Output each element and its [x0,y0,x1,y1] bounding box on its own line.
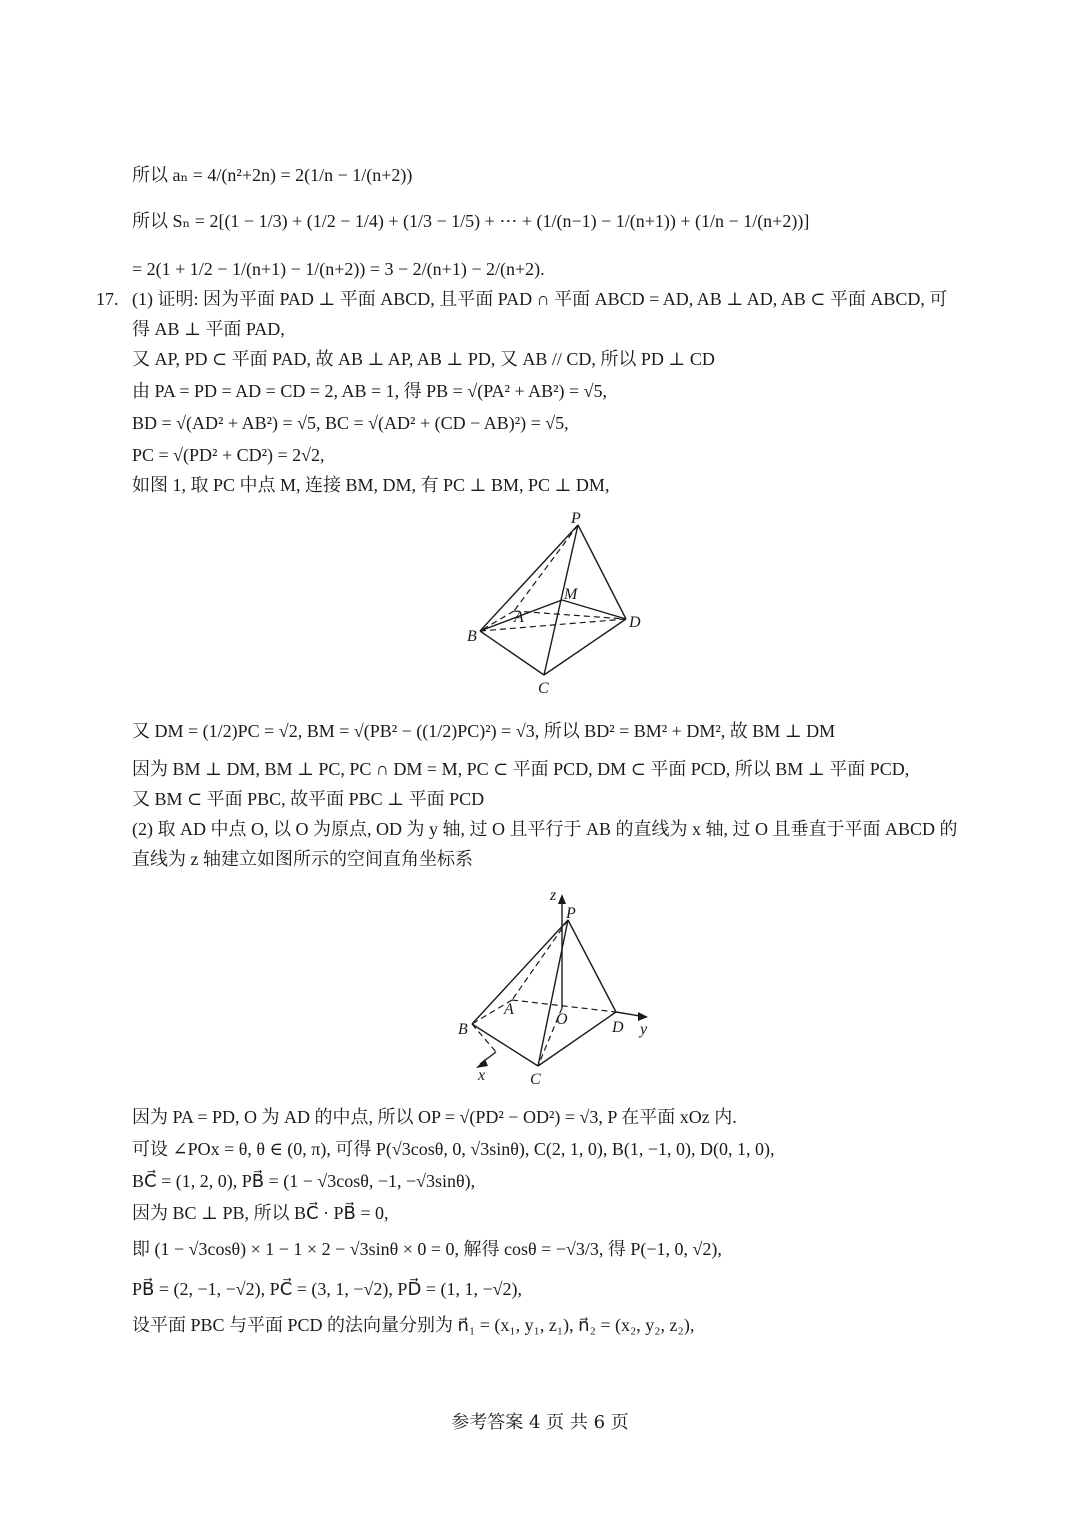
fig1-label-p: P [571,510,581,527]
line-part2-5: BC⃗ = (1, 2, 0), PB⃗ = (1 − √3cosθ, −1, −√3sinθ), [132,1171,476,1191]
fig1-label-b: B [467,628,477,645]
line-proof-5: BD = √(AD² + AB²) = √5, BC = √(AD² + (CD − AB)²) = √5, [132,413,569,433]
line-proof-6: PC = √(PD² + CD²) = 2√2, [132,445,325,465]
line-proof-3: 又 AP, PD ⊂ 平面 PAD, 故 AB ⊥ AP, AB ⊥ PD, 又 AB // CD, 所以 PD ⊥ CD [132,349,715,369]
line-part2-2: 直线为 z 轴建立如图所示的空间直角坐标系 [132,849,473,869]
line-proof-2: 得 AB ⊥ 平面 PAD, [132,319,285,339]
line-proof-1: (1) 证明: 因为平面 PAD ⊥ 平面 ABCD, 且平面 PAD ∩ 平面 ABCD = AD, AB ⊥ AD, AB ⊂ 平面 ABCD, 可 [132,289,948,309]
line-an: 所以 aₙ = 4/(n²+2n) = 2(1/n − 1/(n+2)) [132,165,413,185]
line-proof-4: 由 PA = PD = AD = CD = 2, AB = 1, 得 PB = √(PA² + AB²) = √5, [132,381,608,401]
line-proof-7: 如图 1, 取 PC 中点 M, 连接 BM, DM, 有 PC ⊥ BM, PC ⊥ DM, [132,475,610,495]
page-footer: 参考答案 4 页 共 6 页 [451,1412,629,1433]
line-part2-9: 设平面 PBC 与平面 PCD 的法向量分别为 n⃗₁ = (x₁, y₁, z₁), n⃗₂ = (x₂, y₂, z₂), [132,1315,695,1335]
fig2-label-p: P [566,905,576,922]
fig2-label-x: x [478,1067,486,1084]
fig1-label-d: D [629,614,641,631]
figure-1-pyramid [450,505,670,700]
line-part2-3: 因为 PA = PD, O 为 AD 的中点, 所以 OP = √(PD² − OD²) = √3, P 在平面 xOz 内. [132,1107,737,1127]
problem-number: 17. [96,289,119,309]
line-part2-7: 即 (1 − √3cosθ) × 1 − 1 × 2 − √3sinθ × 0 = 0, 解得 cosθ = −√3/3, 得 P(−1, 0, √2), [132,1239,722,1259]
fig2-label-a: A [504,1001,514,1018]
figure-2-coordinate-pyramid [450,882,670,1087]
line-sn: 所以 Sₙ = 2[(1 − 1/3) + (1/2 − 1/4) + (1/3 − 1/5) + ⋯ + (1/(n−1) − 1/(n+1)) + (1/n − 1/(n+2))] [132,211,810,231]
fig2-label-z: z [550,887,557,904]
line-part2-1: (2) 取 AD 中点 O, 以 O 为原点, OD 为 y 轴, 过 O 且平行于 AB 的直线为 x 轴, 过 O 且垂直于平面 ABCD 的 [132,819,958,839]
fig1-label-a: A [514,609,524,626]
line-proof-10: 又 BM ⊂ 平面 PBC, 故平面 PBC ⊥ 平面 PCD [132,789,485,809]
fig2-label-c: C [530,1071,541,1087]
fig2-label-y: y [640,1021,648,1038]
line-part2-6: 因为 BC ⊥ PB, 所以 BC⃗ · PB⃗ = 0, [132,1203,389,1223]
fig1-label-c: C [538,680,549,697]
fig2-label-b: B [458,1021,468,1038]
line-proof-9: 因为 BM ⊥ DM, BM ⊥ PC, PC ∩ DM = M, PC ⊂ 平面 PCD, DM ⊂ 平面 PCD, 所以 BM ⊥ 平面 PCD, [132,759,910,779]
line-part2-8: PB⃗ = (2, −1, −√2), PC⃗ = (3, 1, −√2), PD⃗ = (1, 1, −√2), [132,1279,522,1299]
line-part2-4: 可设 ∠POx = θ, θ ∈ (0, π), 可得 P(√3cosθ, 0, √3sinθ), C(2, 1, 0), B(1, −1, 0), D(0, 1, 0), [132,1139,775,1159]
fig2-label-o: O [556,1011,568,1028]
line-proof-8: 又 DM = (1/2)PC = √2, BM = √(PB² − ((1/2)PC)²) = √3, 所以 BD² = BM² + DM², 故 BM ⊥ DM [132,721,836,741]
fig1-label-m: M [564,586,578,603]
line-sn-result: = 2(1 + 1/2 − 1/(n+1) − 1/(n+2)) = 3 − 2/(n+1) − 2/(n+2). [132,259,545,279]
fig2-label-d: D [612,1019,624,1036]
